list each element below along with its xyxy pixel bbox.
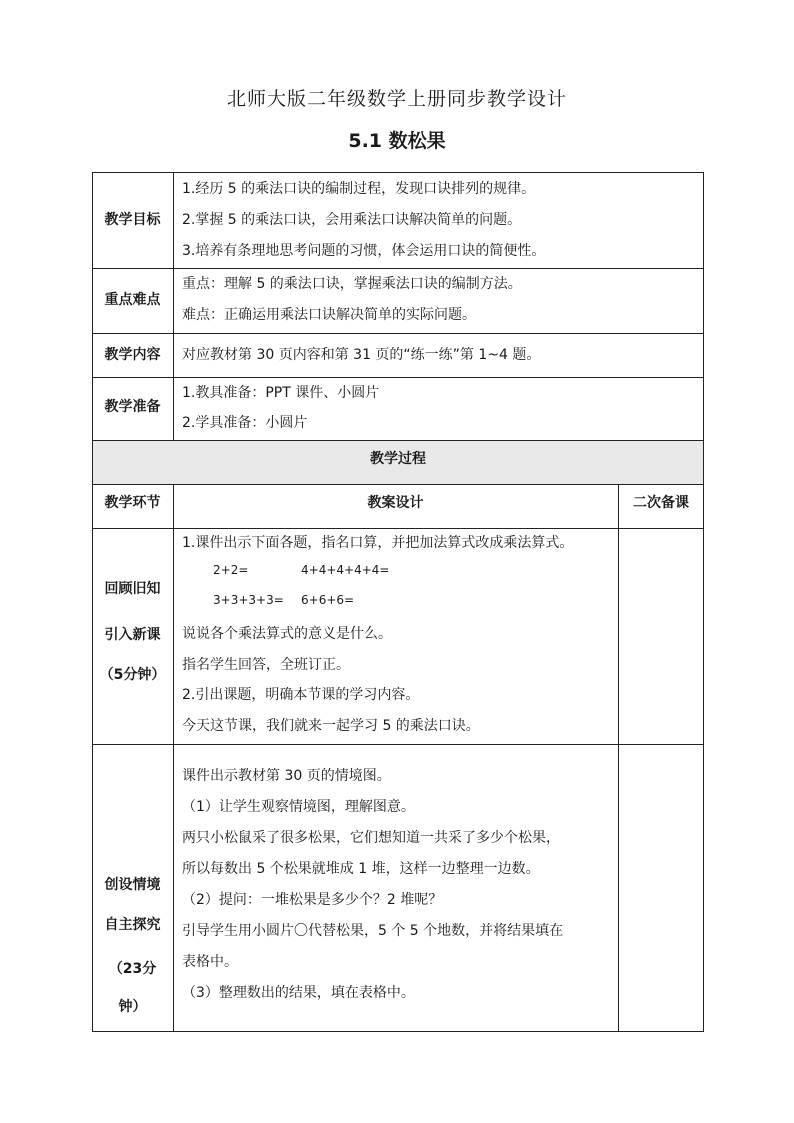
row-divider bbox=[92, 484, 704, 485]
explore-line: 表格中。 bbox=[182, 954, 238, 970]
row-divider bbox=[92, 744, 704, 745]
review-line: 2.引出课题，明确本节课的学习内容。 bbox=[182, 687, 420, 703]
equation: 2+2= bbox=[213, 563, 249, 577]
column-divider bbox=[173, 484, 174, 1032]
prep-line: 2.学具准备：小圆片 bbox=[182, 415, 308, 431]
review-line: 说说各个乘法算式的意义是什么。 bbox=[182, 626, 392, 642]
lesson-title: 5.1 数松果 bbox=[348, 130, 446, 152]
equation: 6+6+6= bbox=[301, 593, 355, 607]
explore-label-line: 创设情境 bbox=[104, 877, 161, 893]
explore-line: 引导学生用小圆片〇代替松果，5 个 5 个地数，并将结果填在 bbox=[182, 923, 564, 939]
table-border-top bbox=[92, 172, 704, 173]
table-border-bottom bbox=[92, 1031, 704, 1032]
explore-label-line: （23分 bbox=[108, 961, 157, 977]
content-line: 对应教材第 30 页内容和第 31 页的“练一练”第 1~4 题。 bbox=[182, 347, 541, 363]
explore-line: 两只小松鼠采了很多松果，它们想知道一共采了多少个松果， bbox=[182, 830, 560, 846]
column-divider bbox=[173, 172, 174, 440]
explore-line: （2）提问：一堆松果是多少个？2 堆呢？ bbox=[182, 892, 443, 908]
process-header: 教学过程 bbox=[370, 451, 426, 467]
review-intro: 1.课件出示下面各题，指名口算，并把加法算式改成乘法算式。 bbox=[182, 535, 574, 551]
explore-line: 所以每数出 5 个松果就堆成 1 堆，这样一边整理一边数。 bbox=[182, 861, 540, 877]
explore-label-line: 自主探究 bbox=[104, 917, 161, 933]
explore-label-line: 钟） bbox=[118, 999, 147, 1015]
column-header-stage: 教学环节 bbox=[104, 495, 161, 511]
explore-line: （3）整理数出的结果，填在表格中。 bbox=[182, 985, 415, 1001]
goal-line: 3.培养有条理地思考问题的习惯，体会运用口诀的简便性。 bbox=[182, 243, 546, 259]
explore-line: 课件出示教材第 30 页的情境图。 bbox=[182, 768, 391, 784]
review-line: 今天这节课，我们就来一起学习 5 的乘法口诀。 bbox=[182, 718, 480, 734]
review-label-line: 引入新课 bbox=[104, 627, 161, 643]
column-header-second: 二次备课 bbox=[633, 495, 689, 511]
lesson-plan-table bbox=[92, 172, 704, 1032]
row-divider bbox=[92, 377, 704, 378]
column-divider bbox=[618, 484, 619, 1032]
review-line: 指名学生回答，全班订正。 bbox=[182, 657, 350, 673]
explore-line: （1）让学生观察情境图，理解图意。 bbox=[182, 799, 415, 815]
equation: 3+3+3+3= bbox=[213, 593, 284, 607]
keypoint-line: 重点：理解 5 的乘法口诀，掌握乘法口诀的编制方法。 bbox=[182, 276, 522, 292]
row-divider bbox=[92, 440, 704, 441]
review-label-line: （5分钟） bbox=[99, 667, 166, 683]
prep-label: 教学准备 bbox=[104, 399, 161, 415]
row-divider bbox=[92, 268, 704, 269]
equation: 4+4+4+4+4= bbox=[301, 563, 390, 577]
row-divider bbox=[92, 333, 704, 334]
content-label: 教学内容 bbox=[104, 347, 161, 363]
keypoint-line: 难点：正确运用乘法口诀解决简单的实际问题。 bbox=[182, 307, 476, 323]
review-label-line: 回顾旧知 bbox=[104, 581, 161, 597]
table-border-right bbox=[703, 172, 704, 1032]
prep-line: 1.教具准备：PPT 课件、小圆片 bbox=[182, 385, 380, 401]
keypoints-label: 重点难点 bbox=[104, 292, 161, 308]
document-title: 北师大版二年级数学上册同步教学设计 bbox=[226, 88, 567, 110]
goal-line: 1.经历 5 的乘法口诀的编制过程，发现口诀排列的规律。 bbox=[182, 181, 536, 197]
goals-label: 教学目标 bbox=[104, 212, 161, 228]
row-divider bbox=[92, 528, 704, 529]
column-header-design: 教案设计 bbox=[367, 495, 424, 511]
goal-line: 2.掌握 5 的乘法口诀，会用乘法口诀解决简单的问题。 bbox=[182, 212, 522, 228]
